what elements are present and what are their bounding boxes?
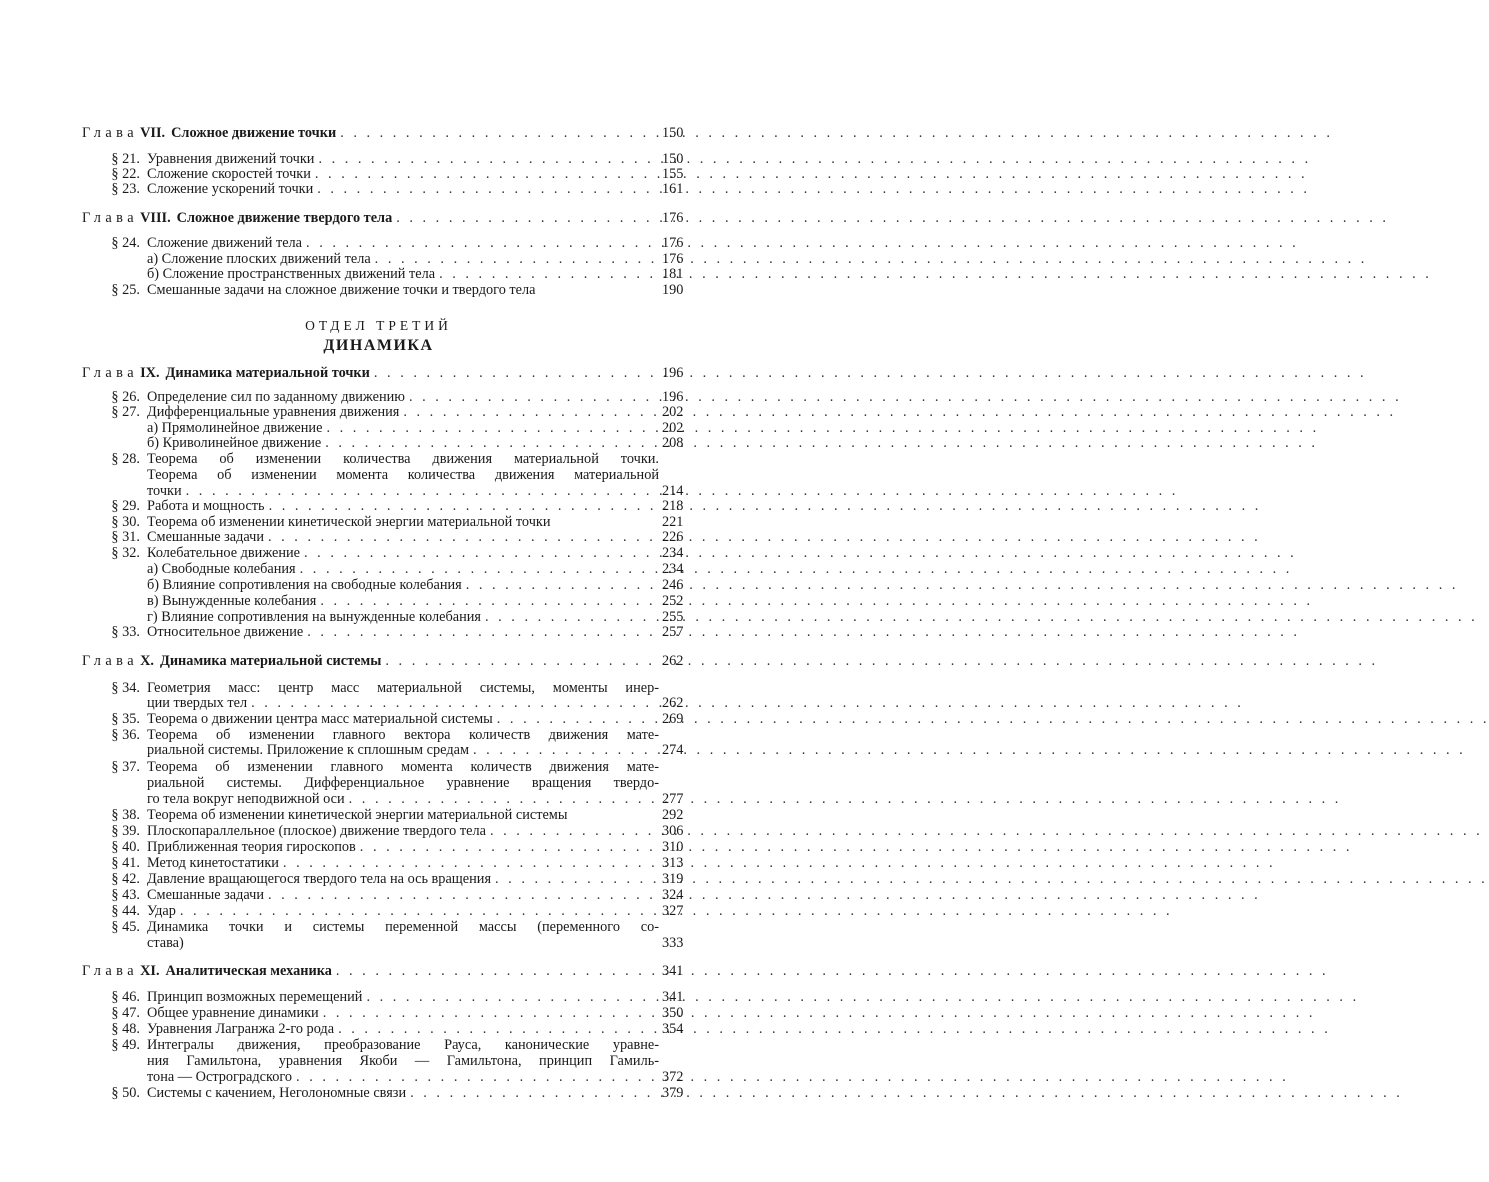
chapter-title: Сложное движение точки [171,125,337,141]
chapter-heading [0,366,757,382]
chapter-heading [0,126,757,142]
toc-entry-continuation [0,1054,757,1070]
part-subtitle: ДИНАМИКА [323,337,434,354]
toc-entry [0,856,757,872]
dot-leader [251,696,1244,712]
section-number: § 23. [111,181,140,197]
dot-leader [300,562,1293,578]
page-number: 208 [662,435,684,451]
chapter-number: VII. [140,125,166,141]
toc-entry [0,1006,757,1022]
entry-title: го тела вокруг неподвижной оси [147,791,345,807]
toc-entry-continuation [0,1070,757,1086]
dot-leader [340,126,1333,142]
page-number: 319 [662,871,684,887]
toc-subentry [0,562,757,578]
toc-entry [0,824,757,840]
entry-title: Сложение скоростей точки [147,166,311,182]
chapter-word: Глава [82,125,139,141]
toc-entry [0,405,757,421]
entry-title: б) Сложение пространственных движений тела [147,266,436,282]
page-number: 255 [662,609,684,625]
dot-leader [439,267,1432,283]
entry-title: риальной системы. Приложение к сплошным средам [147,742,470,758]
page-number: 150 [662,125,684,141]
section-number: § 24. [111,235,140,251]
entry-title: б) Криволинейное движение [147,435,322,451]
entry-title: Теорема об изменении кинетической энергии материальной точки [147,514,551,530]
entry-title-line: Интегралы движения, преобразование Рауса, канонические уравне- [147,1037,659,1053]
entry-title: Колебательное движение [147,545,301,561]
dot-leader [317,182,1310,198]
entry-title: а) Прямолинейное движение [147,420,323,436]
section-number: § 43. [111,887,140,903]
section-number: § 21. [111,151,140,167]
section-number: § 44. [111,903,140,919]
entry-title-line: риальной системы. Дифференциальное уравнение вращения твердо- [147,775,659,791]
section-number: § 50. [111,1085,140,1101]
entry-title: в) Вынужденные колебания [147,593,317,609]
dot-leader [403,405,1396,421]
toc-entry [0,499,757,515]
section-number: § 41. [111,855,140,871]
dot-leader [473,743,1466,759]
page-number: 202 [662,420,684,436]
section-number: § 22. [111,166,140,182]
chapter-word: Глава [82,653,139,669]
page-number: 350 [662,1005,684,1021]
toc-subentry [0,594,757,610]
entry-title: Удар [147,903,176,919]
page-number: 214 [662,483,684,499]
section-number: § 47. [111,1005,140,1021]
dot-leader [268,888,1261,904]
section-number: § 34. [111,680,140,696]
toc-entry [0,182,757,198]
entry-title: точки [147,483,182,499]
dot-leader [307,625,1300,641]
toc-entry [0,872,757,888]
dot-leader [323,1006,1316,1022]
page-number: 150 [662,151,684,167]
chapter-heading [0,654,757,670]
toc-subentry [0,436,757,452]
page-number: 274 [662,742,684,758]
entry-title-line: ния Гамильтона, уравнения Якоби — Гамильтона, принцип Гамиль- [147,1053,659,1069]
page-number: 372 [662,1069,684,1085]
toc-entry [0,840,757,856]
toc-entry [0,920,757,936]
toc-subentry [0,578,757,594]
chapter-word: Глава [82,963,139,979]
entry-title: а) Сложение плоских движений тела [147,251,371,267]
toc-entry [0,888,757,904]
page-number: 306 [662,823,684,839]
dot-leader [374,366,1367,382]
section-number: § 29. [111,498,140,514]
toc-entry [0,1086,757,1102]
section-number: § 25. [111,282,140,298]
section-number: § 39. [111,823,140,839]
dot-leader [349,792,1342,808]
toc-entry [0,760,757,776]
section-number: § 35. [111,711,140,727]
page-number: 341 [662,963,684,979]
page-number: 262 [662,653,684,669]
page-number: 262 [662,695,684,711]
toc-entry [0,452,757,468]
entry-title: Теорема об изменении кинетической энергии материальной системы [147,807,568,823]
section-number: § 27. [111,404,140,420]
page-number: 176 [662,210,684,226]
entry-title: Теорема о движении центра масс материальной системы [147,711,493,727]
toc-entry [0,712,757,728]
entry-title: става) [147,935,184,951]
entry-title: Метод кинетостатики [147,855,279,871]
entry-title-line: Геометрия масс: центр масс материальной системы, моменты инер- [147,680,659,696]
entry-title: Приближенная теория гироскопов [147,839,356,855]
toc-entry-continuation [0,936,757,952]
section-number: § 32. [111,545,140,561]
chapter-title: Динамика материальной точки [165,365,370,381]
chapter-title: Аналитическая механика [165,963,332,979]
section-number: § 37. [111,759,140,775]
entry-title-line: Теорема об изменении главного момента количеств движения мате- [147,759,659,775]
chapter-word: Глава [82,210,139,226]
section-number: § 49. [111,1037,140,1053]
section-number: § 31. [111,529,140,545]
dot-leader [410,1086,1403,1102]
entry-title: Смешанные задачи [147,529,264,545]
page-number: 161 [662,181,684,197]
toc-subentry [0,267,757,283]
section-number: § 38. [111,807,140,823]
dot-leader [497,712,1489,728]
entry-title: Сложение движений тела [147,235,303,251]
dot-leader [396,211,1389,227]
page-number: 257 [662,624,684,640]
dot-leader [466,578,1459,594]
dot-leader [490,824,1483,840]
toc-entry-continuation [0,792,757,808]
entry-title: Принцип возможных перемещений [147,989,363,1005]
entry-title-line: Теорема об изменении главного вектора количеств движения мате- [147,727,659,743]
page-number: 234 [662,561,684,577]
entry-title: Определение сил по заданному движению [147,389,405,405]
page-number: 354 [662,1021,684,1037]
toc-entry [0,990,757,1006]
toc-entry [0,625,757,641]
page-number: 196 [662,389,684,405]
chapter-heading [0,211,757,227]
toc-entry [0,1038,757,1054]
section-number: § 26. [111,389,140,405]
chapter-heading [0,964,757,980]
page-number: 324 [662,887,684,903]
section-number: § 42. [111,871,140,887]
entry-title: Работа и мощность [147,498,265,514]
toc-entry [0,283,757,299]
dot-leader [269,499,1262,515]
dot-leader [360,840,1353,856]
dot-leader [385,654,1378,670]
page-number: 176 [662,251,684,267]
toc-entry-continuation [0,696,757,712]
toc-entry [0,1022,757,1038]
page-number: 221 [662,514,684,530]
entry-title: Уравнения Лагранжа 2-го рода [147,1021,335,1037]
page-number: 218 [662,498,684,514]
entry-title-line: Динамика точки и системы переменной массы (переменного со- [147,919,659,935]
entry-title: Относительное движение [147,624,304,640]
section-number: § 28. [111,451,140,467]
chapter-number: IX. [140,365,160,381]
dot-leader [366,990,1359,1006]
entry-title: ции твердых тел [147,695,248,711]
page-number: 234 [662,545,684,561]
entry-title: б) Влияние сопротивления на свободные колебания [147,577,462,593]
toc-entry-continuation [0,743,757,759]
toc-entry [0,546,757,562]
chapter-number: X. [140,653,154,669]
page-number: 313 [662,855,684,871]
entry-title: Дифференциальные уравнения движения [147,404,400,420]
page-number: 292 [662,807,684,823]
page-number: 310 [662,839,684,855]
toc-entry [0,808,757,824]
page-number: 333 [662,935,684,951]
section-number: § 40. [111,839,140,855]
chapter-number: XI. [140,963,160,979]
page-number: 277 [662,791,684,807]
page-number: 176 [662,235,684,251]
entry-title: Общее уравнение динамики [147,1005,319,1021]
toc-entry-continuation [0,776,757,792]
section-number: § 36. [111,727,140,743]
entry-title-line: Теорема об изменении количества движения материальной точки. [147,451,659,467]
page-number: 202 [662,404,684,420]
page-number: 190 [662,282,684,298]
section-number: § 46. [111,989,140,1005]
section-number: § 33. [111,624,140,640]
dot-leader [306,236,1299,252]
page-number: 196 [662,365,684,381]
page-number: 181 [662,266,684,282]
dot-leader [268,530,1261,546]
page-number: 341 [662,989,684,1005]
entry-title-line: Теорема об изменении момента количества движения материальной [147,467,659,483]
dot-leader [304,546,1297,562]
page-number: 327 [662,903,684,919]
dot-leader [283,856,1276,872]
page-number: 252 [662,593,684,609]
chapter-title: Сложное движение твердого тела [176,210,393,226]
entry-title: а) Свободные колебания [147,561,296,577]
entry-title: Сложение ускорений точки [147,181,314,197]
entry-title: Давление вращающегося твердого тела на ось вращения [147,871,492,887]
page-number: 246 [662,577,684,593]
dot-leader [325,436,1318,452]
page-number: 269 [662,711,684,727]
entry-title: Системы с качением, Неголономные связи [147,1085,407,1101]
entry-title: г) Влияние сопротивления на вынужденные колебания [147,609,481,625]
chapter-number: VIII. [140,210,171,226]
part-title: ОТДЕЛ ТРЕТИЙ [305,318,452,333]
entry-title: Плоскопараллельное (плоское) движение твердого тела [147,823,486,839]
section-number: § 45. [111,919,140,935]
chapter-word: Глава [82,365,139,381]
dot-leader [320,594,1313,610]
entry-title: тона — Остроградского [147,1069,293,1085]
toc-entry [0,904,757,920]
section-number: § 30. [111,514,140,530]
chapter-title: Динамика материальной системы [159,653,382,669]
toc-entry [0,530,757,546]
entry-title: Уравнения движений точки [147,151,315,167]
dot-leader [495,872,1488,888]
toc-entry-continuation [0,468,757,484]
toc-entry [0,236,757,252]
page-number: 226 [662,529,684,545]
dot-leader [336,964,1329,980]
dot-leader [338,1022,1331,1038]
dot-leader [296,1070,1289,1086]
entry-title: Смешанные задачи на сложное движение точки и твердого тела [147,282,536,298]
page-number: 379 [662,1085,684,1101]
page-number: 155 [662,166,684,182]
entry-title: Смешанные задачи [147,887,264,903]
section-number: § 48. [111,1021,140,1037]
